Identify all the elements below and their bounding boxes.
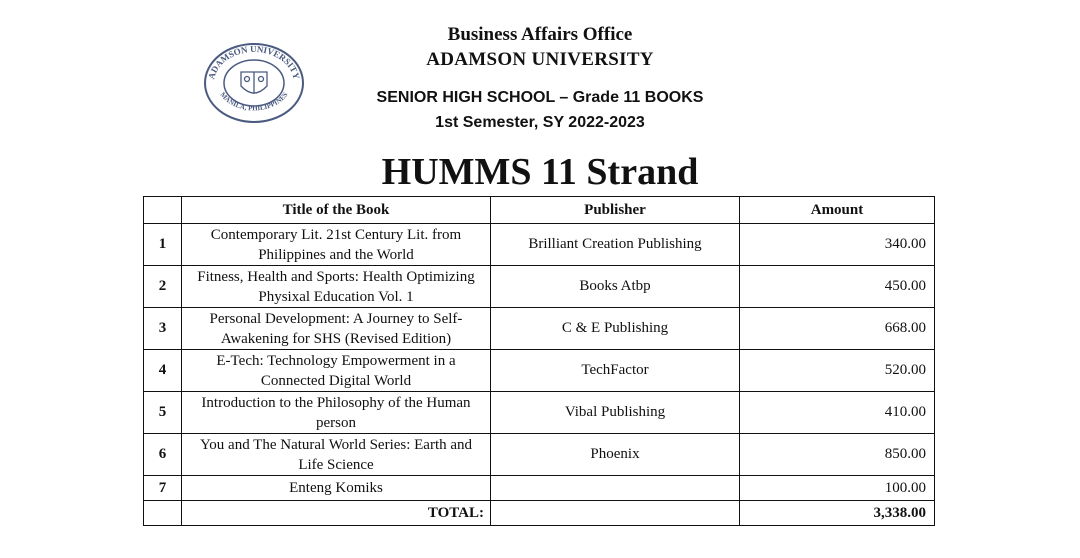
row-number: 4 [144,350,182,392]
total-row [144,501,935,526]
table-row [144,434,935,476]
book-publisher: Vibal Publishing [491,392,740,434]
book-publisher: TechFactor [491,350,740,392]
table-row [144,476,935,501]
row-number: 2 [144,266,182,308]
book-publisher: Brilliant Creation Publishing [491,224,740,266]
book-amount: 100.00 [740,476,935,501]
column-header-number [144,197,182,224]
book-amount: 668.00 [740,308,935,350]
total-blank-cell [144,501,182,526]
book-title: Fitness, Health and Sports: Health Optimizing Physixal Education Vol. 1 [182,266,491,308]
book-title: E-Tech: Technology Empowerment in a Connected Digital World [182,350,491,392]
book-amount: 340.00 [740,224,935,266]
total-label: TOTAL: [182,501,491,526]
book-amount: 450.00 [740,266,935,308]
office-name: Business Affairs Office [447,24,633,45]
grade-level-heading: SENIOR HIGH SCHOOL – Grade 11 BOOKS [376,89,704,106]
semester-heading: 1st Semester, SY 2022-2023 [435,114,645,131]
seal-top-text: ADAMSON UNIVERSITY [206,43,302,81]
seal-bottom-text: MANILA, PHILIPPINES [218,90,290,113]
table-row [144,350,935,392]
row-number: 3 [144,308,182,350]
book-publisher: C & E Publishing [491,308,740,350]
book-amount: 850.00 [740,434,935,476]
row-number: 1 [144,224,182,266]
university-name: ADAMSON UNIVERSITY [426,49,654,70]
table-row [144,224,935,266]
book-amount: 520.00 [740,350,935,392]
table-row [144,392,935,434]
book-title: Enteng Komiks [182,476,491,501]
row-number: 6 [144,434,182,476]
row-number: 5 [144,392,182,434]
book-title: Contemporary Lit. 21st Century Lit. from Philippines and the World [182,224,491,266]
table-row [144,308,935,350]
row-number: 7 [144,476,182,501]
book-title: You and The Natural World Series: Earth and Life Science [182,434,491,476]
book-publisher: Books Atbp [491,266,740,308]
book-publisher [491,476,740,501]
column-header-publisher: Publisher [491,197,740,224]
table-row [144,266,935,308]
total-blank-cell [491,501,740,526]
book-amount: 410.00 [740,392,935,434]
table-header-row [144,197,935,224]
book-title: Introduction to the Philosophy of the Human person [182,392,491,434]
column-header-title: Title of the Book [182,197,491,224]
book-publisher: Phoenix [491,434,740,476]
book-list-table [143,196,935,526]
strand-title: HUMMS 11 Strand [381,151,699,193]
book-title: Personal Development: A Journey to Self-Awakening for SHS (Revised Edition) [182,308,491,350]
column-header-amount: Amount [740,197,935,224]
total-amount: 3,338.00 [740,501,935,526]
